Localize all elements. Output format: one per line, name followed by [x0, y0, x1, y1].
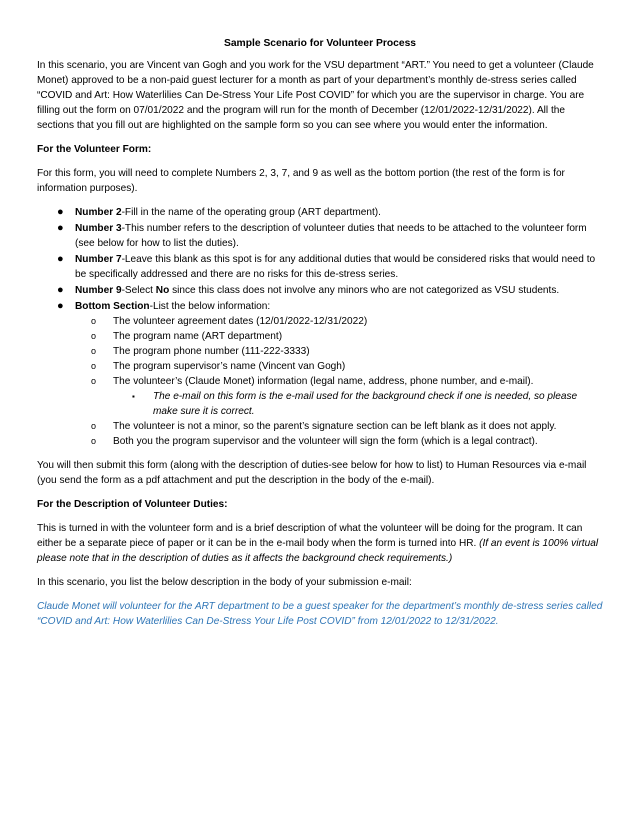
volunteer-form-heading: For the Volunteer Form: — [37, 144, 152, 155]
duties-paragraph: This is turned in with the volunteer form and is a brief description of what the volunteer will be doing for the program. It can either be a separate piece of paper or it can be in the e-mail body when the form is turned into HR. (If an event is 100% virtual please note that in the description of duties as it affects the background check requirements.) — [37, 523, 599, 564]
list-item: ● Number 7-Leave this blank as this spot is for any additional duties that would be considered risks that would need to be specifically addressed and there are no risks for this de-stress series. — [57, 253, 596, 280]
volunteer-form-intro: For this form, you will need to complete Numbers 2, 3, 7, and 9 as well as the bottom portion (the rest of the form is for information purposes). — [37, 168, 565, 194]
circle-bullet-icon: o — [91, 331, 97, 341]
circle-bullet-icon: o — [91, 316, 97, 326]
list-item: o Both you the program supervisor and the volunteer will sign the form (which is a legal contract). — [91, 436, 538, 447]
list-item: o The program supervisor’s name (Vincent van Gogh) — [91, 361, 346, 372]
bullet-icon: ● — [57, 300, 64, 312]
bullet-icon: ● — [57, 284, 64, 296]
bullet-icon: ● — [57, 222, 64, 234]
list-item: o The volunteer agreement dates (12/01/2022-12/31/2022) — [91, 316, 368, 327]
list-item: ▪ The e-mail on this form is the e-mail used for the background check if one is needed, so please make sure it is correct. — [132, 391, 578, 417]
circle-bullet-icon: o — [91, 376, 97, 386]
sample-description: Claude Monet will volunteer for the ART department to be a guest speaker for the department’s monthly de-stress series called “COVID and Art: How Waterlilies Can De-Stress Your Life Post COVID” from 12/01/2022 to 12/31/2022. — [37, 601, 603, 627]
intro-paragraph: In this scenario, you are Vincent van Gogh and you work for the VSU department “ART.” You need to get a volunteer (Claude Monet) approved to be a non-paid guest lecturer for a month as part of your department’s monthly de-stress series called “COVID and Art: How Waterlilies Can De-Stress Your Life Post COVID” for which you are the supervisor in charge. You are filling out the form on 07/01/2022 and the program will run for the month of December (12/01/2022-12/31/2022). All the sections that you fill out are highlighted on the sample form so you can see where you would enter the information. — [37, 60, 594, 131]
duties-heading: For the Description of Volunteer Duties: — [37, 499, 228, 510]
list-item: o The program name (ART department) — [91, 331, 283, 342]
page-title: Sample Scenario for Volunteer Process — [223, 38, 417, 49]
circle-bullet-icon: o — [91, 346, 97, 356]
circle-bullet-icon: o — [91, 436, 97, 446]
list-item: ● Bottom Section-List the below information: o The volunteer agreement dates (12/01/2022-12/31/2022) o The program name (ART department) o The program phone number (111-222-3333) o The program supervisor’s name (Vincent van Gogh) o The volunteer’s (Claude Monet) information (legal name, address, phone number, and e-mail). ▪ The e-mail on this form is the e-mail used for the background check if one is needed, so please make sure it is correct. o The volunteer is not a minor, so the parent’s signature section can be left blank as it does not apply. o Both you the program supervisor and the volunteer will sign the form (which is a legal contract). — [37, 299, 603, 449]
bullet-icon: ● — [57, 206, 64, 218]
bottom-section-list — [75, 314, 603, 449]
list-item: o The volunteer is not a minor, so the parent’s signature section can be left blank as it does not apply. — [91, 421, 557, 432]
bullet-icon: ● — [57, 253, 64, 265]
list-item: ● Number 2-Fill in the name of the operating group (ART department). — [57, 206, 381, 218]
email-note-list — [113, 389, 603, 419]
document-page — [37, 36, 603, 638]
instruction-list — [37, 205, 603, 449]
square-bullet-icon: ▪ — [132, 392, 135, 401]
submit-paragraph: You will then submit this form (along with the description of duties-see below for how to list) to Human Resources via e-mail (you send the form as a pdf attachment and put the description in the body of the e-mail). — [37, 460, 587, 486]
list-item: ● Number 9-Select No since this class does not involve any minors who are not categorized as VSU students. — [57, 284, 560, 296]
list-item: o The program phone number (111-222-3333) — [91, 346, 310, 357]
circle-bullet-icon: o — [91, 421, 97, 431]
list-item: ● Number 3-This number refers to the description of volunteer duties that needs to be attached to the volunteer form (see below for how to list the duties). — [57, 222, 587, 249]
scenario-paragraph: In this scenario, you list the below description in the body of your submission e-mail: — [37, 577, 412, 588]
list-item: o The volunteer’s (Claude Monet) information (legal name, address, phone number, and e-mail). ▪ The e-mail on this form is the e-mail used for the background check if one is needed, so please make sure it is correct. — [75, 374, 603, 419]
virtual-note: (If an event is 100% virtual please note that in the description of duties as it affects the background check requirements.) — [37, 538, 599, 564]
circle-bullet-icon: o — [91, 361, 97, 371]
